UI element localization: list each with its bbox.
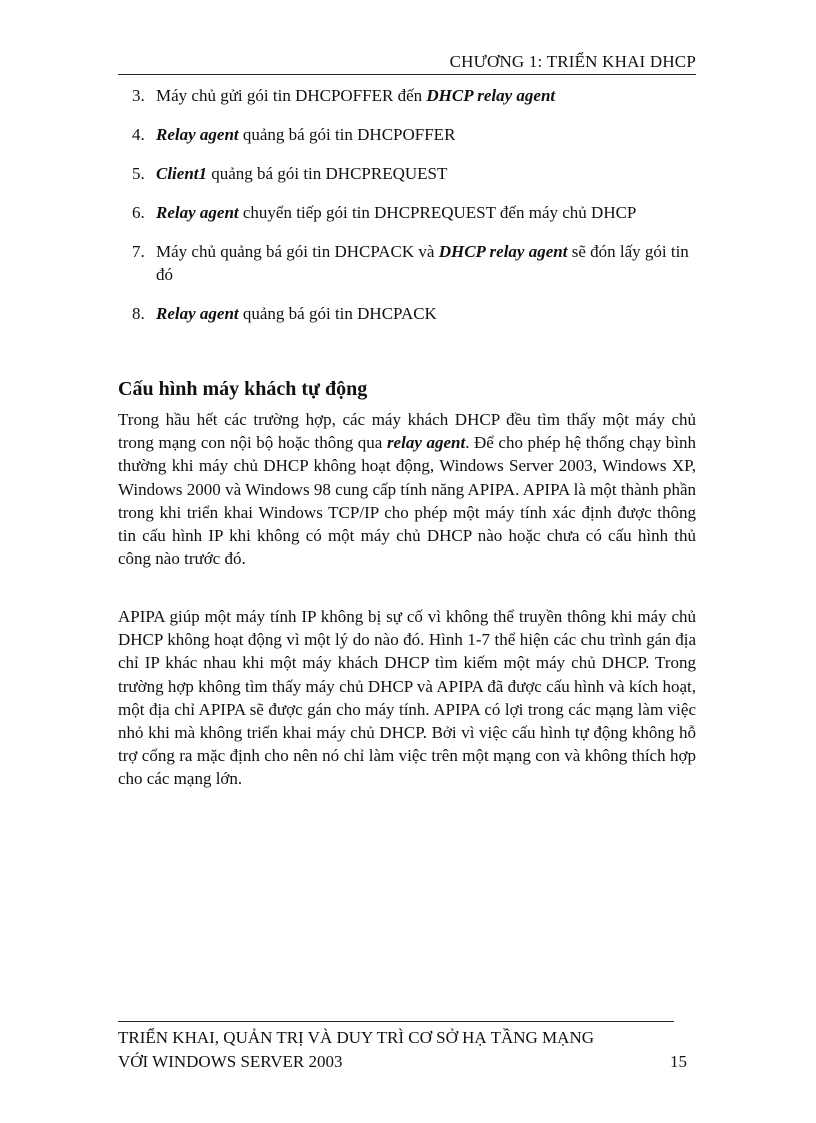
step-text-pre: Máy chủ quảng bá gói tin DHCPACK và bbox=[156, 242, 439, 261]
step-text-emphasis: DHCP relay agent bbox=[426, 86, 556, 105]
footer-rule bbox=[118, 1021, 674, 1022]
step-text-emphasis: Relay agent bbox=[156, 125, 239, 144]
list-item bbox=[118, 84, 696, 107]
footer-book-title-line1: TRIỂN KHAI, QUẢN TRỊ VÀ DUY TRÌ CƠ SỞ HẠ TẦNG MẠNG bbox=[118, 1028, 594, 1047]
step-text bbox=[156, 123, 696, 146]
step-text-post: quảng bá gói tin DHCPOFFER bbox=[238, 125, 456, 144]
running-header: CHƯƠNG 1: TRIỂN KHAI DHCP bbox=[449, 52, 696, 71]
step-text bbox=[156, 302, 696, 325]
header-rule bbox=[118, 74, 696, 75]
list-item bbox=[118, 240, 696, 286]
step-text-emphasis: Client1 bbox=[156, 164, 208, 183]
step-text bbox=[156, 162, 696, 185]
list-item bbox=[118, 201, 696, 224]
step-number: 5. bbox=[132, 164, 145, 183]
step-text bbox=[156, 201, 696, 224]
step-text-post: quảng bá gói tin DHCPREQUEST bbox=[207, 164, 448, 183]
list-item bbox=[118, 123, 696, 146]
paragraph-intro-pre: Trong hầu hết các trường hợp, các máy khách DHCP đều tìm thấy một máy chủ trong mạng con nội bộ hoặc thông qua bbox=[118, 410, 696, 453]
section-heading: Cấu hình máy khách tự động bbox=[118, 378, 368, 400]
step-text-post: quảng bá gói tin DHCPACK bbox=[238, 304, 437, 323]
step-number: 4. bbox=[132, 125, 145, 144]
footer-book-title-line2: VỚI WINDOWS SERVER 2003 bbox=[118, 1052, 343, 1071]
step-number: 7. bbox=[132, 242, 145, 261]
step-text-emphasis: Relay agent bbox=[156, 304, 239, 323]
step-number: 6. bbox=[132, 203, 145, 222]
step-number: 3. bbox=[132, 86, 145, 105]
step-text-emphasis: DHCP relay agent bbox=[438, 242, 568, 261]
steps-list bbox=[118, 84, 696, 341]
step-text bbox=[156, 84, 696, 107]
step-text-emphasis: Relay agent bbox=[156, 203, 239, 222]
step-text-post: chuyển tiếp gói tin DHCPREQUEST đến máy chủ DHCP bbox=[238, 203, 637, 222]
page-number: 15 bbox=[670, 1052, 687, 1071]
paragraph-intro-post: . Để cho phép hệ thống chạy bình thường khi máy chủ DHCP không hoạt động, Windows Server 2003, Windows XP, Windows 2000 và Windows 98 cung cấp tính năng APIPA. APIPA là một thành phần trong khi triển khai Windows TCP/IP cho phép một máy tính xác định được thông tin cấu hình IP khi không có một máy chủ DHCP nào hoặc chưa có cấu hình thủ công nào trước đó. bbox=[118, 433, 697, 569]
list-item bbox=[118, 162, 696, 185]
list-item bbox=[118, 302, 696, 325]
paragraph-intro-emphasis: relay agent bbox=[386, 433, 466, 453]
step-number: 8. bbox=[132, 304, 145, 323]
paragraph-apipa: APIPA giúp một máy tính IP không bị sự cố vì không thể truyền thông khi máy chủ DHCP không hoạt động vì một lý do nào đó. Hình 1-7 thể hiện các chu trình gán địa chỉ IP khác nhau khi một máy khách DHCP tìm kiếm một máy chủ DHCP. Trong trường hợp không tìm thấy máy chủ DHCP và APIPA đã được cấu hình và kích hoạt, một địa chỉ APIPA sẽ được gán cho máy tính. APIPA có lợi trong các mạng làm việc nhỏ khi mà không triển khai máy chủ DHCP. Bởi vì việc cấu hình tự động không hỗ trợ cổng ra mặc định cho nên nó chỉ làm việc trên một mạng con và không thích hợp cho các mạng lớn. bbox=[118, 607, 696, 789]
step-text bbox=[156, 240, 696, 286]
paragraph-intro bbox=[118, 408, 696, 570]
step-text-post: sẽ đón lấy gói tin đó bbox=[156, 242, 689, 284]
step-text-pre: Máy chủ gửi gói tin DHCPOFFER đến bbox=[156, 86, 427, 105]
